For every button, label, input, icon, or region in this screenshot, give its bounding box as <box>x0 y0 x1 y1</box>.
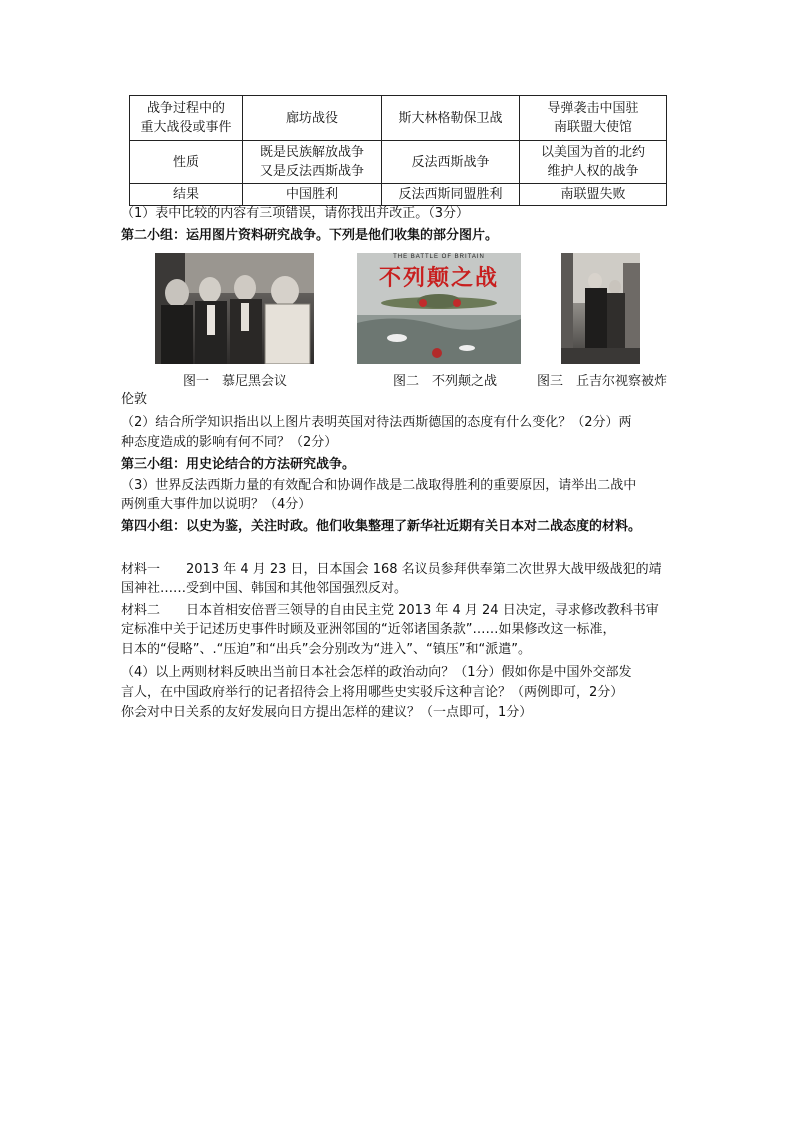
material-2-line-3: 日本的“侵略”、.“压迫”和“出兵”会分别改为“进入”、“镇压”和“派遣”。 <box>121 642 531 657</box>
table-cell <box>520 141 667 184</box>
group-3-heading: 第三小组：用史论结合的方法研究战争。 <box>121 457 356 472</box>
table-row <box>130 184 667 206</box>
cell-line: 南联盟失败 <box>560 187 626 202</box>
question-1: （1）表中比较的内容有三项错误，请你找出并改正。（3分） <box>121 206 470 221</box>
table-cell <box>130 184 243 206</box>
table-cell <box>382 96 520 141</box>
churchill-photo-art <box>561 253 640 364</box>
question-4-line-1: （4）以上两则材料反映出当前日本社会怎样的政治动向？（1分）假如你是中国外交部发 <box>121 665 632 680</box>
table-cell <box>382 184 520 206</box>
cell-line: 中国胜利 <box>285 187 338 202</box>
cell-line: 斯大林格勒保卫战 <box>398 110 503 126</box>
figure-1-caption: 图一 慕尼黑会议 <box>183 374 288 389</box>
table-cell <box>243 141 382 184</box>
table-cell <box>130 141 243 184</box>
cell-line: 以美国为首的北约 维护人权的战争 <box>540 145 645 179</box>
question-4-line-2: 言人，在中国政府举行的记者招待会上将用哪些史实驳斥这种言论？（两例即可，2分） <box>121 685 624 700</box>
group-4-heading: 第四小组：以史为鉴，关注时政。他们收集整理了新华社近期有关日本对二战态度的材料。 <box>121 519 642 534</box>
question-2-line-1: （2）结合所学知识指出以上图片表明英国对待法西斯德国的态度有什么变化？（2分）两 <box>121 415 632 430</box>
cell-line: 性质 <box>172 154 199 170</box>
comparison-table <box>129 95 667 206</box>
table-row <box>130 141 667 184</box>
munich-conference-photo <box>155 253 314 364</box>
material-2-line-2: 定标准中关于记述历史事件时顾及亚洲邻国的“近邻诸国条款”……如果修改这一标准， <box>121 622 616 637</box>
table-cell <box>520 184 667 206</box>
cell-line: 反法西斯战争 <box>411 154 490 170</box>
battle-of-britain-poster <box>357 253 521 364</box>
figure-2-caption: 图二 不列颠之战 <box>393 374 498 389</box>
churchill-london-photo <box>561 253 640 364</box>
table-cell <box>382 141 520 184</box>
poster-title: 不列颠之战 <box>378 266 499 291</box>
table-row <box>130 96 667 141</box>
munich-photo-art <box>155 253 314 364</box>
cell-line: 既是民族解放战争 又是反法西斯战争 <box>259 145 364 179</box>
group-2-heading: 第二小组：运用图片资料研究战争。下列是他们收集的部分图片。 <box>121 228 499 243</box>
question-3-line-1: （3）世界反法西斯力量的有效配合和协调作战是二战取得胜利的重要原因，请举出二战中 <box>121 478 637 493</box>
cell-line: 战争过程中的 重大战役或事件 <box>140 101 232 135</box>
material-2-line-1: 材料二 日本首相安倍晋三领导的自由民主党 2013 年 4 月 24 日决定，寻求修改教科书审 <box>121 603 659 618</box>
material-1-line-1: 材料一 2013 年 4 月 23 日，日本国会 168 名议员参拜供奉第二次世界大战甲级战犯的靖 <box>121 562 662 577</box>
poster-subtitle: THE BATTLE OF BRITAIN <box>393 254 485 260</box>
question-4-line-3: 你会对中日关系的友好发展向日方提出怎样的建议？（一点即可，1分） <box>121 705 533 720</box>
table-cell <box>243 96 382 141</box>
cell-line: 导弹袭击中国驻 南联盟大使馆 <box>547 101 639 135</box>
figure-3-caption-cont: 伦敦 <box>121 392 148 407</box>
table-cell <box>520 96 667 141</box>
cell-line: 结果 <box>172 187 199 202</box>
table-cell <box>130 96 243 141</box>
figure-3-caption: 图三 丘吉尔视察被炸 <box>537 374 668 389</box>
table-cell <box>243 184 382 206</box>
cell-line: 廊坊战役 <box>285 110 338 126</box>
material-1-line-2: 国神社……受到中国、韩国和其他邻国强烈反对。 <box>121 581 408 596</box>
question-3-line-2: 两例重大事件加以说明？（4分） <box>121 497 312 512</box>
cell-line: 反法西斯同盟胜利 <box>398 187 503 202</box>
question-2-line-2: 种态度造成的影响有何不同？（2分） <box>121 435 338 450</box>
